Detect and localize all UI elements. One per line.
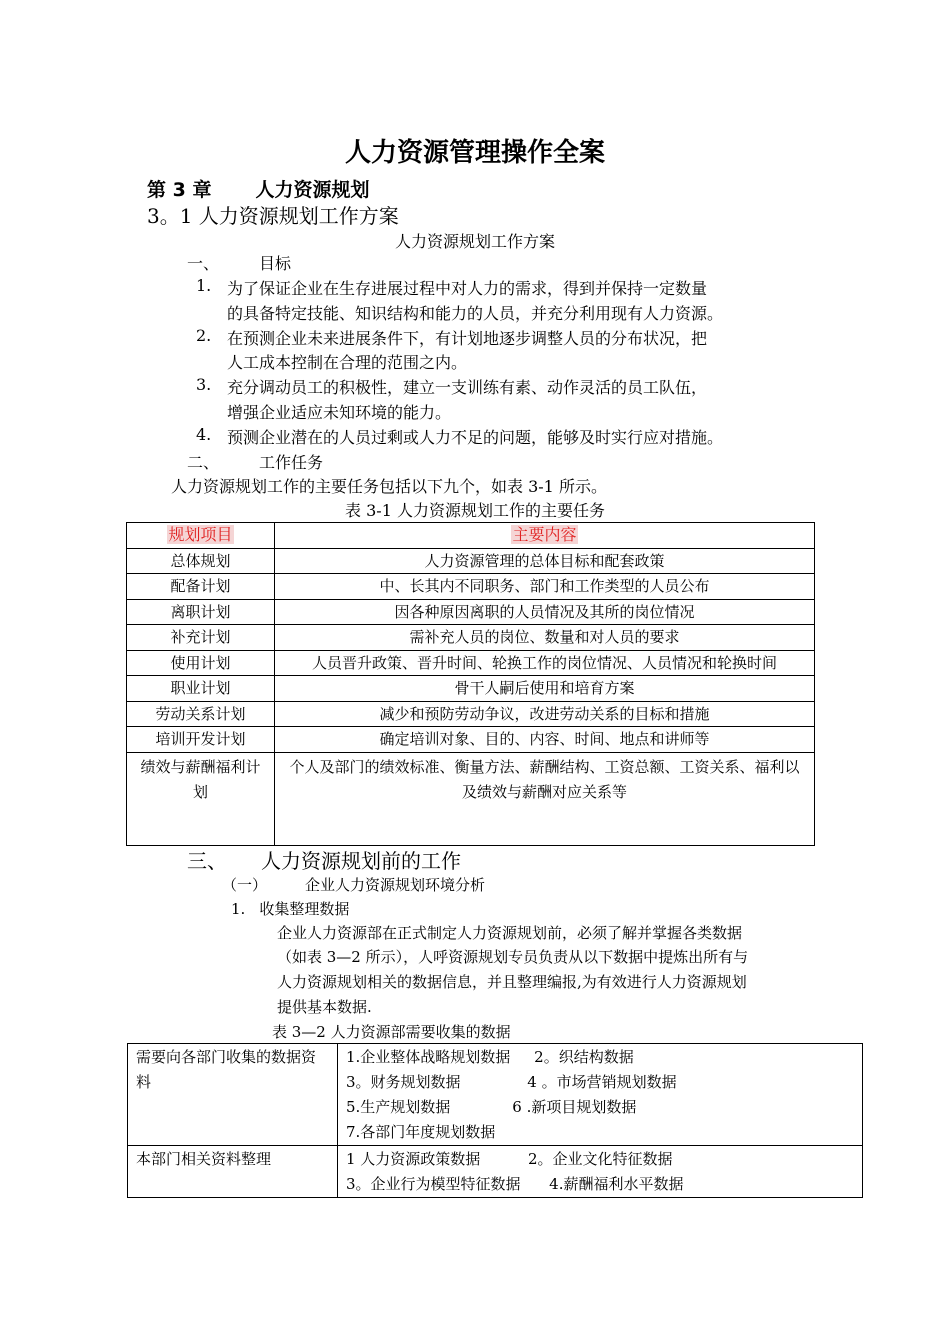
plan-title: 人力资源规划工作方案 [394, 232, 555, 251]
table-row [128, 1044, 863, 1146]
table-header-row [127, 523, 815, 549]
table-cell-content: 减少和预防劳动争议，改进劳动关系的目标和措施 [275, 701, 815, 727]
data-line: 5.生产规划数据 6 .新项目规划数据 [346, 1098, 637, 1116]
table-row [127, 599, 815, 625]
table-row [127, 701, 815, 727]
goal-text-line: 人工成本控制在合理的范围之内。 [227, 353, 468, 372]
table2-caption: 表 3—2 人力资源部需要收集的数据 [272, 1023, 511, 1041]
goal-number: 4. [196, 425, 212, 444]
data-line: 7.各部门年度规划数据 [346, 1123, 496, 1141]
table-header-cell: 规划项目 [127, 523, 275, 549]
table-cell-label: 本部门相关资料整理 [128, 1146, 338, 1198]
part-number: 二、 [187, 453, 220, 472]
table-cell-content: 因各种原因离职的人员情况及其所的岗位情况 [275, 599, 815, 625]
goal-text-line: 在预测企业未来进展条件下，有计划地逐步调整人员的分布状况，把 [227, 329, 708, 348]
goal-number: 2. [196, 326, 212, 345]
part-heading-tasks [187, 450, 323, 473]
table-row [127, 625, 815, 651]
goal-text-line: 充分调动员工的积极性，建立一支训练有素、动作灵活的员工队伍， [227, 378, 708, 397]
goal-number: 3. [196, 375, 212, 394]
table-cell-item: 使用计划 [127, 650, 275, 676]
table-row [127, 676, 815, 702]
table-header-cell: 主要内容 [275, 523, 815, 549]
subsection-heading [222, 874, 485, 895]
table-row [128, 1146, 863, 1198]
table-cell-item: 总体规划 [127, 548, 275, 574]
goal-text-line: 预测企业潜在的人员过剩或人力不足的问题，能够及时实行应对措施。 [227, 428, 724, 447]
table-row [127, 548, 815, 574]
table-cell-item: 职业计划 [127, 676, 275, 702]
table-cell-item: 离职计划 [127, 599, 275, 625]
table-cell-item: 劳动关系计划 [127, 701, 275, 727]
data-collection-table [127, 1043, 863, 1198]
part-title: 人力资源规划前的工作 [261, 849, 461, 873]
table-row [127, 727, 815, 753]
document-title: 人力资源管理操作全案 [344, 138, 605, 168]
table-row [127, 650, 815, 676]
table-cell-item: 补充计划 [127, 625, 275, 651]
table-cell-label: 需要向各部门收集的数据资料 [128, 1044, 338, 1146]
table-cell-content: 人员晋升政策、晋升时间、轮换工作的岗位情况、人员情况和轮换时间 [275, 650, 815, 676]
data-line: 3。财务规划数据 4 。市场营销规划数据 [346, 1073, 677, 1091]
goal-text-line: 增强企业适应未知环境的能力。 [227, 403, 452, 422]
paragraph-line: 提供基本数据. [277, 998, 372, 1016]
paragraph-line: （如表 3—2 所示），人呼资源规划专员负责从以下数据中提炼出所有与 [277, 948, 749, 966]
table-cell-content: 骨干人嗣后使用和培育方案 [275, 676, 815, 702]
part-title: 工作任务 [259, 453, 324, 472]
part-number: 三、 [187, 849, 227, 873]
table-cell-item: 绩效与薪酬福利计划 [127, 752, 275, 845]
section-heading: 3。1 人力资源规划工作方案 [147, 204, 399, 228]
paragraph-line: 人力资源规划相关的数据信息，并且整理编报,为有效进行人力资源规划 [277, 973, 747, 991]
chapter-number: 第 3 章 [147, 179, 212, 201]
table-cell-content: 中、长其内不同职务、部门和工作类型的人员公布 [275, 574, 815, 600]
tasks-intro: 人力资源规划工作的主要任务包括以下九个，如表 3-1 所示。 [171, 477, 607, 496]
part-heading-pre-planning [187, 845, 461, 874]
data-line: 3。企业行为模型特征数据 4.薪酬福利水平数据 [346, 1175, 684, 1193]
part-heading-goals [187, 251, 291, 274]
table-cell-content [338, 1044, 863, 1146]
table-cell-content: 人力资源管理的总体目标和配套政策 [275, 548, 815, 574]
table-cell-content [338, 1146, 863, 1198]
data-line: 1 人力资源政策数据 2。企业文化特征数据 [346, 1150, 673, 1168]
goal-number: 1. [196, 276, 212, 295]
table-cell-item: 培训开发计划 [127, 727, 275, 753]
item-title: 收集整理数据 [259, 900, 350, 918]
goal-text-line: 为了保证企业在生存进展过程中对人力的需求，得到并保持一定数量 [227, 279, 708, 298]
paragraph-line: 企业人力资源部在正式制定人力资源规划前，必须了解并掌握各类数据 [277, 924, 743, 942]
chapter-title: 人力资源规划 [255, 179, 370, 201]
subsection-title: 企业人力资源规划环境分析 [305, 876, 486, 894]
table-cell-content: 确定培训对象、目的、内容、时间、地点和讲师等 [275, 727, 815, 753]
item-heading [231, 898, 349, 919]
data-line: 1.企业整体战略规划数据 2。织结构数据 [346, 1048, 634, 1066]
tasks-table [126, 522, 815, 846]
table-cell-item: 配备计划 [127, 574, 275, 600]
table-row [127, 574, 815, 600]
part-title: 目标 [259, 254, 292, 273]
subsection-number: （一） [222, 876, 268, 894]
chapter-heading [147, 175, 369, 202]
table-cell-content: 个人及部门的绩效标准、衡量方法、薪酬结构、工资总额、工资关系、福利以及绩效与薪酬对应关系等 [275, 752, 815, 845]
item-number: 1. [231, 900, 246, 918]
part-number: 一、 [187, 254, 220, 273]
goal-text-line: 的具备特定技能、知识结构和能力的人员，并充分利用现有人力资源。 [227, 304, 724, 323]
table-row [127, 752, 815, 845]
table-cell-content: 需补充人员的岗位、数量和对人员的要求 [275, 625, 815, 651]
table1-caption: 表 3-1 人力资源规划工作的主要任务 [345, 501, 605, 520]
